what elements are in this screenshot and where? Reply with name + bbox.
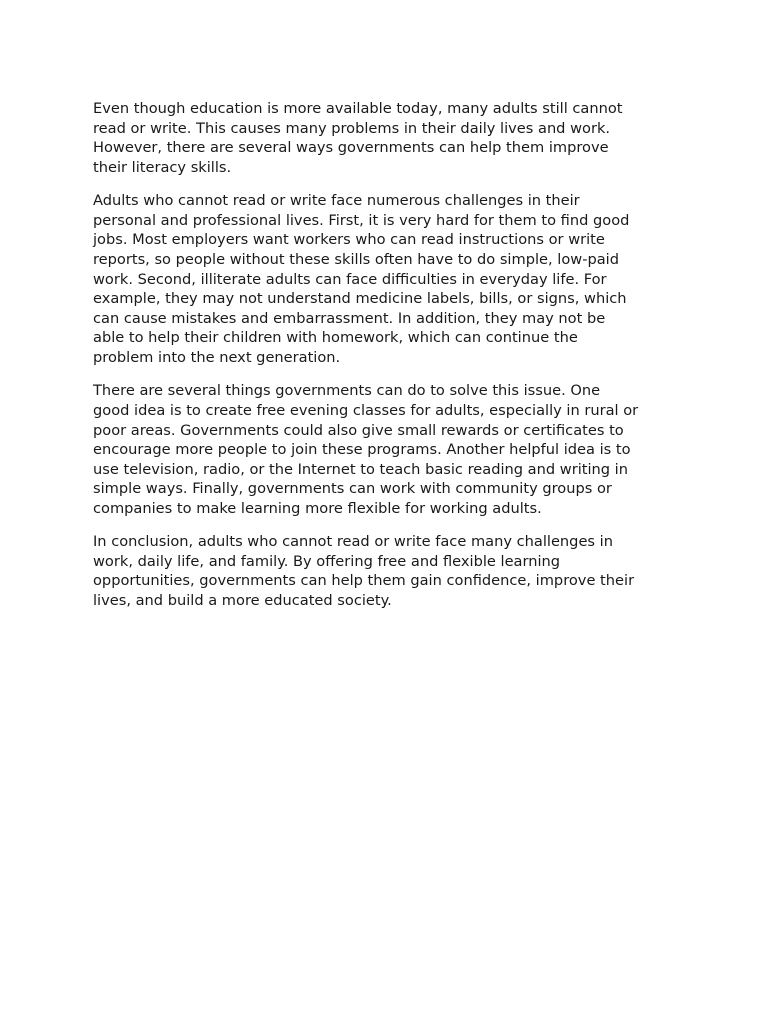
text-line: example, they may not understand medicine labels, bills, or signs, which	[93, 290, 627, 308]
text-line: work, daily life, and family. By offering free and flexible learning	[93, 552, 561, 570]
paragraph-intro	[93, 99, 677, 177]
text-line: lives, and build a more educated society.	[93, 592, 392, 610]
paragraph-solutions	[93, 381, 677, 518]
text-line: In conclusion, adults who cannot read or write face many challenges in	[93, 533, 613, 551]
text-line: poor areas. Governments could also give small rewards or certificates to	[93, 421, 624, 439]
text-line: There are several things governments can do to solve this issue. One	[93, 382, 601, 400]
text-line: read or write. This causes many problems in their daily lives and work.	[93, 119, 611, 137]
text-line: can cause mistakes and embarrassment. In addition, they may not be	[93, 309, 606, 327]
document-body	[93, 99, 677, 624]
text-line: companies to make learning more flexible for working adults.	[93, 499, 542, 517]
text-line: simple ways. Finally, governments can work with community groups or	[93, 480, 612, 498]
text-line: good idea is to create free evening classes for adults, especially in rural or	[93, 401, 639, 419]
text-line: work. Second, illiterate adults can face difficulties in everyday life. For	[93, 270, 607, 288]
text-line: able to help their children with homework, which can continue the	[93, 329, 578, 347]
text-line: problem into the next generation.	[93, 348, 341, 366]
text-line: reports, so people without these skills often have to do simple, low-paid	[93, 250, 619, 268]
paragraph-challenges	[93, 191, 677, 367]
text-line: personal and professional lives. First, it is very hard for them to find good	[93, 211, 630, 229]
paragraph-conclusion	[93, 532, 677, 610]
text-line: Even though education is more available today, many adults still cannot	[93, 100, 623, 117]
text-line: encourage more people to join these programs. Another helpful idea is to	[93, 441, 631, 459]
text-line: Adults who cannot read or write face numerous challenges in their	[93, 192, 580, 210]
text-line: jobs. Most employers want workers who can read instructions or write	[93, 231, 605, 249]
text-line: opportunities, governments can help them gain confidence, improve their	[93, 572, 635, 590]
text-line: their literacy skills.	[93, 158, 232, 176]
text-line: use television, radio, or the Internet to teach basic reading and writing in	[93, 460, 628, 478]
text-line: However, there are several ways governments can help them improve	[93, 139, 609, 157]
